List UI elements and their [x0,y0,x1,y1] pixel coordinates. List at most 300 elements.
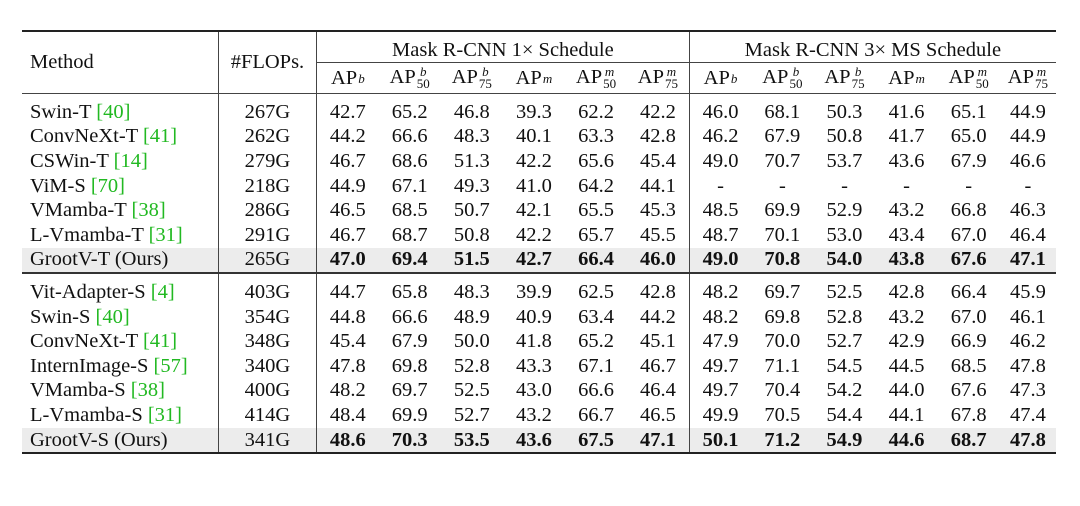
citation-link[interactable]: [40] [95,305,130,328]
method-cell [22,174,218,199]
ap-scripts [358,70,365,86]
ap-base: AP [515,66,542,89]
table-row [22,125,1056,150]
value-cell-1x: 43.2 [515,403,552,426]
value-cell-3x: 69.7 [764,280,801,303]
value-cell-3x: 67.6 [950,379,987,402]
ap-scripts [603,66,616,90]
value-cell-1x: 69.9 [391,403,428,426]
flops-cell: 267G [218,94,316,125]
value-cell-1x: 40.1 [515,125,552,148]
col-header-ap [1000,63,1056,94]
value-cell-3x: 67.0 [950,305,987,328]
value-cell-3x: 66.8 [950,199,987,222]
ap-base: AP [1007,65,1034,88]
value-cell-1x: 47.1 [627,428,689,454]
group-1x-header: Mask R-CNN 1× Schedule [317,31,690,63]
table-group-tiny [22,94,1056,274]
value-cell-3x: 44.9 [1009,125,1046,148]
value-cell-3x: 46.4 [1009,223,1046,246]
col-header-ap [938,63,1000,94]
value-cell-1x: 44.1 [639,174,676,197]
value-cell-3x: 53.0 [826,223,863,246]
citation-link[interactable]: [57] [153,354,188,377]
value-cell-3x: 43.6 [888,149,925,172]
table-row [22,94,1056,125]
value-cell-3x: 47.8 [1009,354,1046,377]
value-cell-1x: 65.6 [578,149,614,172]
ap-base: AP [888,66,915,89]
value-cell-1x: 65.2 [578,330,614,353]
method-name: ViM-S [30,174,91,197]
value-cell-3x: 52.8 [826,305,863,328]
value-cell-3x: 52.5 [826,280,863,303]
value-cell-1x: 50.8 [453,223,490,246]
citation-link[interactable]: [38] [130,379,165,402]
ap-sup: m [604,64,615,80]
group-3x-header: Mask R-CNN 3× MS Schedule [689,31,1056,63]
value-cell-1x: 42.2 [639,100,676,123]
col-header-ap [441,63,503,94]
value-cell-3x: 47.3 [1009,379,1046,402]
value-cell-3x: 54.2 [826,379,863,402]
ap-sub: 75 [1034,76,1048,92]
value-cell-3x: 47.1 [1000,248,1056,274]
method-name: VMamba-T [30,199,132,222]
method-name: Vit-Adapter-S [30,280,151,303]
method-cell [22,428,218,454]
method-name: ConvNeXt-T [30,330,143,353]
value-cell-1x: 46.4 [639,379,676,402]
value-cell-1x: 53.5 [441,428,503,454]
value-cell-1x: 44.7 [329,280,366,303]
value-cell-1x: 51.5 [441,248,503,274]
value-cell-3x: 71.1 [764,354,801,377]
ap-base: AP [762,65,789,88]
method-name: L-Vmamba-T [30,223,149,246]
value-cell-1x: 67.9 [391,330,428,353]
value-cell-1x: 69.4 [379,248,441,274]
citation-link[interactable]: [41] [142,125,178,148]
citation-link[interactable]: [4] [150,280,175,303]
value-cell-3x: 42.9 [888,330,925,353]
value-cell-1x: 44.2 [639,305,676,328]
value-cell-3x: 53.7 [826,149,863,172]
ap-sub: 75 [851,76,865,92]
method-name: Swin-S [30,305,96,328]
value-cell-3x: 70.4 [764,379,801,402]
value-cell-1x: 46.8 [453,100,490,123]
value-cell-1x: 62.2 [578,100,614,123]
ap-scripts [542,70,553,86]
ap-sup: b [730,70,738,86]
value-cell-1x: 41.8 [515,330,552,353]
value-cell-1x: 39.9 [515,280,552,303]
value-cell-3x: 47.8 [1000,428,1056,454]
col-header-ap [627,63,689,94]
value-cell-3x: 54.5 [826,354,863,377]
ap-sup: b [854,64,862,80]
value-cell-1x: 43.0 [515,379,552,402]
value-cell-1x: 42.1 [515,199,552,222]
ap-base: AP [703,66,730,89]
value-cell-1x: 45.1 [639,330,676,353]
value-cell-1x: 46.5 [639,403,676,426]
value-cell-1x: 46.7 [329,223,366,246]
value-cell-1x: 69.7 [391,379,428,402]
value-cell-3x: 50.3 [826,100,863,123]
value-cell-1x: 67.5 [565,428,627,454]
value-cell-1x: 66.4 [565,248,627,274]
value-cell-3x: 44.1 [888,403,925,426]
ap-sub: 50 [416,76,430,92]
ap-base: AP [824,65,851,88]
ap-scripts [789,66,802,90]
value-cell-3x: 45.9 [1009,280,1046,303]
method-cell [22,94,218,125]
ap-scripts [730,70,738,86]
value-cell-1x: 44.9 [329,174,366,197]
table-row [22,305,1056,330]
value-cell-3x: 71.2 [751,428,813,454]
value-cell-1x: 50.7 [453,199,490,222]
value-cell-3x: 41.7 [888,125,925,148]
table-row [22,248,1056,274]
value-cell-3x: 46.3 [1009,199,1046,222]
citation-link[interactable]: [70] [90,174,126,197]
value-cell-3x: 49.7 [689,379,751,404]
value-cell-3x: 41.6 [888,100,925,123]
value-cell-3x: 54.4 [826,403,863,426]
value-cell-3x: - [965,174,973,197]
citation-link[interactable]: [40] [96,100,131,123]
ap-base: AP [330,66,358,89]
table-row [22,354,1056,379]
method-cell [22,379,218,404]
value-cell-1x: 47.0 [317,248,379,274]
method-name: Swin-T [30,100,97,123]
flops-cell: 262G [218,125,316,150]
table-row [22,273,1056,305]
ap-sup: b [482,64,489,80]
value-cell-1x: 40.9 [515,305,552,328]
citation-link[interactable]: [31] [148,223,183,246]
method-name: CSWin-T [30,149,114,172]
value-cell-3x: 48.2 [689,305,751,330]
table-header [22,31,1056,94]
col-header-ap [503,63,565,94]
value-cell-1x: 42.2 [515,149,552,172]
value-cell-1x: 51.3 [453,149,490,172]
value-cell-3x: 67.6 [938,248,1000,274]
col-header-ap [317,63,379,94]
value-cell-1x: 67.1 [578,354,614,377]
value-cell-1x: 66.6 [578,379,614,402]
value-cell-3x: 44.0 [888,379,925,402]
table-row [22,428,1056,454]
ap-scripts [915,70,925,86]
value-cell-1x: 50.0 [453,330,490,353]
value-cell-1x: 46.7 [639,354,676,377]
method-name: InternImage-S [30,354,154,377]
col-header-ap [876,63,938,94]
table-row [22,379,1056,404]
value-cell-3x: 68.1 [764,100,801,123]
value-cell-1x: 48.4 [329,403,366,426]
value-cell-1x: 42.7 [329,100,366,123]
method-name: GrootV-S (Ours) [30,428,168,451]
ap-sup: b [792,64,800,80]
method-cell [22,248,218,274]
col-header-ap [813,63,875,94]
value-cell-1x: 68.5 [391,199,428,222]
method-name: GrootV-T (Ours) [30,248,169,271]
results-table-container [22,30,1056,454]
method-name: ConvNeXt-T [30,125,143,148]
flops-cell: 265G [218,248,316,274]
method-cell [22,305,218,330]
method-cell [22,273,218,305]
value-cell-1x: 44.8 [329,305,366,328]
ap-sub: 50 [975,76,989,92]
value-cell-3x: 65.0 [950,125,987,148]
value-cell-3x: 54.9 [813,428,875,454]
ap-sub: 75 [665,76,678,92]
value-cell-3x: 44.5 [888,354,925,377]
value-cell-1x: 46.5 [329,199,366,222]
value-cell-3x: 50.8 [826,125,863,148]
value-cell-1x: 47.8 [329,354,366,377]
value-cell-3x: 44.9 [1009,100,1046,123]
value-cell-3x: 46.0 [689,94,751,125]
value-cell-3x: 70.8 [751,248,813,274]
flops-cell: 341G [218,428,316,454]
value-cell-1x: 46.7 [329,149,366,172]
value-cell-1x: 48.6 [317,428,379,454]
ap-base: AP [637,65,664,88]
method-cell [22,198,218,223]
ap-sup: m [666,64,677,80]
value-cell-3x: 50.1 [689,428,751,454]
value-cell-1x: 42.8 [639,125,676,148]
value-cell-3x: 43.8 [876,248,938,274]
ap-base: AP [948,65,975,88]
value-cell-3x: - [903,174,910,197]
table-row [22,223,1056,248]
value-cell-1x: 48.9 [453,305,490,328]
value-cell-1x: 69.8 [391,354,428,377]
table-row [22,198,1056,223]
value-cell-1x: 65.8 [391,280,428,303]
value-cell-1x: 42.8 [639,280,676,303]
flops-cell: 403G [218,273,316,305]
value-cell-1x: 65.5 [578,199,614,222]
flops-cell: 218G [218,174,316,199]
value-cell-1x: 45.4 [639,149,676,172]
method-cell [22,125,218,150]
value-cell-3x: 52.9 [826,199,863,222]
value-cell-3x: 48.5 [689,198,751,223]
value-cell-1x: 48.3 [453,125,490,148]
citation-link[interactable]: [41] [142,330,178,353]
ap-sup: b [420,64,427,80]
value-cell-3x: 47.9 [689,329,751,354]
method-cell [22,354,218,379]
value-cell-1x: 63.3 [578,125,614,148]
value-cell-3x: - [841,174,848,197]
value-cell-1x: 41.0 [515,174,552,197]
value-cell-1x: 52.7 [453,403,490,426]
value-cell-3x: 69.8 [764,305,801,328]
table-group-small [22,273,1056,453]
value-cell-1x: 45.4 [329,330,366,353]
method-name: VMamba-S [30,379,131,402]
citation-link[interactable]: [14] [113,149,148,172]
value-cell-1x: 45.3 [639,199,676,222]
value-cell-3x: 49.7 [689,354,751,379]
ap-sup: m [542,70,553,86]
value-cell-1x: 49.3 [453,174,490,197]
value-cell-3x: 46.1 [1009,305,1046,328]
col-header-ap [379,63,441,94]
flops-cell: 354G [218,305,316,330]
value-cell-1x: 44.2 [329,125,366,148]
value-cell-3x: 52.7 [826,330,863,353]
value-cell-3x: 49.0 [689,248,751,274]
table-row [22,174,1056,199]
value-cell-3x: 69.9 [764,199,801,222]
value-cell-1x: 63.4 [578,305,614,328]
value-cell-3x: 49.9 [689,403,751,428]
value-cell-3x: 65.1 [950,100,987,123]
value-cell-3x: 48.2 [689,273,751,305]
ap-sup: m [977,64,987,80]
method-cell [22,403,218,428]
ap-scripts [976,66,989,90]
value-cell-3x: 44.6 [876,428,938,454]
col-header-ap [689,63,751,94]
table-row [22,403,1056,428]
value-cell-1x: 65.7 [578,223,614,246]
value-cell-3x: 70.0 [764,330,801,353]
flops-cell: 400G [218,379,316,404]
value-cell-1x: 70.3 [379,428,441,454]
value-cell-1x: 66.6 [391,305,428,328]
flops-cell: 414G [218,403,316,428]
citation-link[interactable]: [31] [147,403,183,426]
flops-header: #FLOPs. [218,31,316,94]
value-cell-3x: 70.7 [764,149,801,172]
value-cell-1x: 67.1 [391,174,428,197]
value-cell-1x: 48.3 [453,280,490,303]
value-cell-1x: 43.3 [515,354,552,377]
ap-scripts [417,66,430,90]
value-cell-3x: 67.0 [950,223,987,246]
method-cell [22,329,218,354]
method-name: L-Vmamba-S [30,403,148,426]
value-cell-1x: 52.5 [453,379,490,402]
ap-scripts [852,66,865,90]
col-header-ap [751,63,813,94]
value-cell-3x: 66.9 [950,330,987,353]
value-cell-1x: 64.2 [578,174,614,197]
value-cell-3x: 54.0 [813,248,875,274]
value-cell-3x: 43.4 [888,223,925,246]
citation-link[interactable]: [38] [131,199,166,222]
table-row [22,149,1056,174]
value-cell-3x: 68.7 [938,428,1000,454]
ap-base: AP [575,65,603,88]
value-cell-3x: 46.2 [689,125,751,150]
value-cell-1x: 45.5 [639,223,676,246]
flops-cell: 291G [218,223,316,248]
method-cell [22,223,218,248]
table-row [22,329,1056,354]
flops-cell: 286G [218,198,316,223]
value-cell-1x: 43.6 [503,428,565,454]
flops-cell: 348G [218,329,316,354]
value-cell-3x: 47.4 [1009,403,1046,426]
ap-sup: m [915,70,925,86]
flops-cell: 279G [218,149,316,174]
value-cell-1x: 39.3 [515,100,552,123]
value-cell-1x: 68.6 [391,149,428,172]
value-cell-3x: 43.2 [888,199,925,222]
value-cell-3x: 67.8 [950,403,987,426]
value-cell-1x: 65.2 [391,100,428,123]
value-cell-3x: 49.0 [689,149,751,174]
method-cell [22,149,218,174]
ap-sup: b [358,70,365,86]
value-cell-3x: - [1024,174,1032,197]
method-header: Method [30,51,94,73]
value-cell-3x: 67.9 [764,125,801,148]
ap-sub: 50 [789,76,803,92]
flops-cell: 340G [218,354,316,379]
ap-base: AP [389,65,416,88]
ap-base: AP [451,65,478,88]
results-table [22,30,1056,454]
value-cell-3x: 48.7 [689,223,751,248]
value-cell-3x: - [689,174,751,199]
value-cell-1x: 42.7 [503,248,565,274]
value-cell-1x: 68.7 [391,223,428,246]
value-cell-1x: 62.5 [578,280,614,303]
value-cell-3x: 46.2 [1009,330,1046,353]
value-cell-3x: 42.8 [888,280,925,303]
ap-scripts [1035,66,1048,90]
value-cell-3x: 43.2 [888,305,925,328]
value-cell-1x: 66.6 [391,125,428,148]
value-cell-3x: 70.1 [764,223,801,246]
value-cell-1x: 48.2 [329,379,366,402]
value-cell-3x: 68.5 [950,354,987,377]
value-cell-3x: - [778,174,786,197]
value-cell-3x: 66.4 [950,280,987,303]
value-cell-1x: 66.7 [578,403,614,426]
ap-sub: 75 [478,76,492,92]
ap-scripts [479,66,492,90]
value-cell-3x: 46.6 [1009,149,1046,172]
value-cell-1x: 52.8 [453,354,490,377]
col-header-ap [565,63,627,94]
ap-scripts [665,66,678,90]
value-cell-1x: 42.2 [515,223,552,246]
ap-sup: m [1036,64,1047,80]
value-cell-1x: 46.0 [627,248,689,274]
value-cell-3x: 67.9 [950,149,987,172]
value-cell-3x: 70.5 [764,403,801,426]
